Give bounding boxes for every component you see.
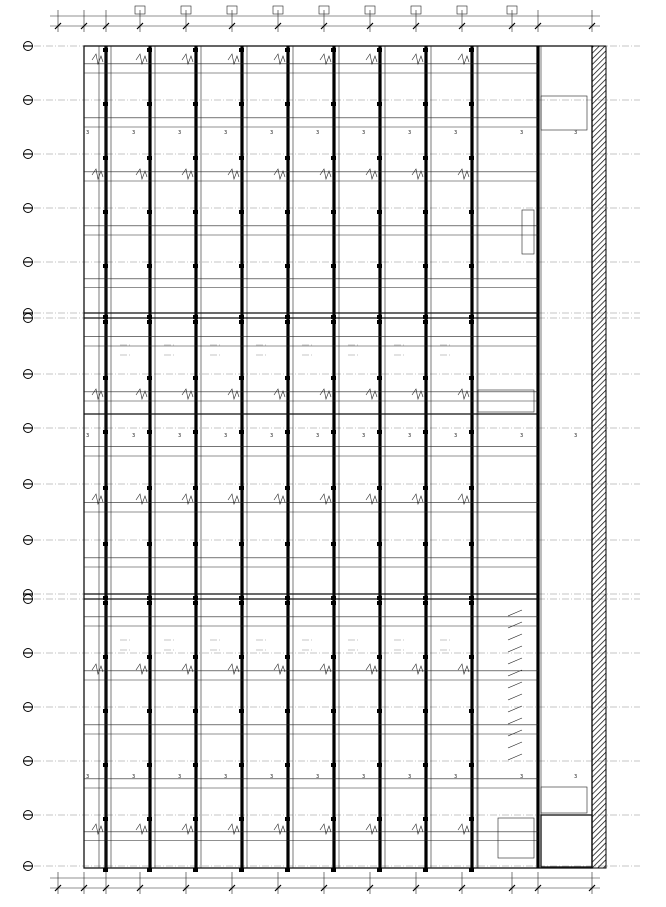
room-tag: 3 xyxy=(132,433,136,439)
column-marker xyxy=(193,376,198,380)
fixture-symbol xyxy=(136,824,147,834)
column-marker xyxy=(239,655,244,659)
room-tag: 3 xyxy=(178,433,182,439)
column-marker xyxy=(193,486,198,490)
column-marker xyxy=(469,48,474,52)
stair-tread xyxy=(508,658,522,664)
row-grid-bubbles xyxy=(23,42,33,871)
stair-enclosure xyxy=(498,818,534,858)
room-tag: 3 xyxy=(178,774,182,780)
column-marker xyxy=(103,655,108,659)
column-marker xyxy=(377,156,382,160)
room-tag: 3 xyxy=(454,774,458,780)
core-room xyxy=(541,96,587,130)
room-tag: 3 xyxy=(574,774,578,780)
fixture-symbol xyxy=(182,824,193,834)
column-marker xyxy=(285,601,290,605)
fixture-symbol xyxy=(412,389,423,399)
column-marker xyxy=(193,430,198,434)
column-marker xyxy=(423,264,428,268)
column-marker xyxy=(377,102,382,106)
stair-tread xyxy=(508,610,522,616)
column-marker xyxy=(239,430,244,434)
room-tag: 3 xyxy=(270,433,274,439)
fixture-symbol xyxy=(274,824,285,834)
room-tag: 3 xyxy=(86,774,90,780)
column-marker xyxy=(147,210,152,214)
column-marker xyxy=(147,601,152,605)
column-marker xyxy=(239,601,244,605)
column-marker xyxy=(285,315,290,319)
room-tag: 3 xyxy=(86,130,90,136)
column-marker xyxy=(147,156,152,160)
column-marker xyxy=(193,156,198,160)
column-marker xyxy=(103,709,108,713)
column-marker xyxy=(469,596,474,600)
column-marker xyxy=(239,763,244,767)
column-marker xyxy=(147,709,152,713)
column-marker xyxy=(239,210,244,214)
stair-tread xyxy=(508,730,522,736)
room-tag: 3 xyxy=(408,130,412,136)
column-marker xyxy=(103,315,108,319)
fixture-symbol xyxy=(366,169,377,179)
column-marker xyxy=(331,655,336,659)
column-marker xyxy=(377,542,382,546)
fixture-symbol xyxy=(182,54,193,64)
column-marker xyxy=(193,601,198,605)
column-marker xyxy=(469,763,474,767)
fixture-symbol xyxy=(92,664,103,674)
fixture-symbol xyxy=(458,824,469,834)
fixture-symbol xyxy=(412,54,423,64)
room-tag: 3 xyxy=(178,130,182,136)
column-marker xyxy=(331,542,336,546)
column-marker xyxy=(103,601,108,605)
room-tag: 3 xyxy=(454,433,458,439)
fixture-symbol xyxy=(136,389,147,399)
fixture-symbol xyxy=(366,824,377,834)
column-marker xyxy=(239,156,244,160)
room-tag: 3 xyxy=(408,774,412,780)
column-marker xyxy=(377,709,382,713)
room-tag: 3 xyxy=(132,130,136,136)
fixture-symbol xyxy=(320,824,331,834)
column-marker xyxy=(469,542,474,546)
stair-tread xyxy=(508,646,522,652)
column-marker xyxy=(239,709,244,713)
room-tag: 3 xyxy=(520,774,524,780)
column-marker xyxy=(193,48,198,52)
column-marker xyxy=(193,709,198,713)
column-marker xyxy=(331,868,336,872)
column-marker xyxy=(469,102,474,106)
column-marker xyxy=(193,102,198,106)
column-marker xyxy=(423,596,428,600)
column-marker xyxy=(147,655,152,659)
room-tag: 3 xyxy=(362,774,366,780)
column-marker xyxy=(285,542,290,546)
column-marker xyxy=(147,486,152,490)
fixture-symbol xyxy=(412,169,423,179)
column-marker xyxy=(239,542,244,546)
column-marker xyxy=(423,763,428,767)
column-marker xyxy=(377,320,382,324)
column-marker xyxy=(193,817,198,821)
column-marker xyxy=(193,320,198,324)
column-marker xyxy=(423,48,428,52)
fixture-symbol xyxy=(274,664,285,674)
shaft xyxy=(522,210,534,254)
column-marker xyxy=(331,320,336,324)
column-marker xyxy=(377,655,382,659)
column-marker xyxy=(331,486,336,490)
column-marker xyxy=(331,315,336,319)
fixture-symbol xyxy=(182,664,193,674)
stair-tread xyxy=(508,634,522,640)
column-marker xyxy=(239,320,244,324)
column-marker xyxy=(103,210,108,214)
column-marker xyxy=(103,868,108,872)
column-marker xyxy=(193,542,198,546)
column-marker xyxy=(377,868,382,872)
column-marker xyxy=(103,817,108,821)
column-marker xyxy=(331,210,336,214)
fixture-symbol xyxy=(274,169,285,179)
column-marker xyxy=(423,320,428,324)
column-marker xyxy=(103,48,108,52)
fixture-symbol xyxy=(320,169,331,179)
column-marker xyxy=(193,596,198,600)
room-tag: 3 xyxy=(316,774,320,780)
fixture-symbol xyxy=(92,824,103,834)
column-marker xyxy=(331,430,336,434)
fixture-symbol xyxy=(366,389,377,399)
column-marker xyxy=(103,542,108,546)
column-marker xyxy=(331,48,336,52)
column-marker xyxy=(103,320,108,324)
column-marker xyxy=(103,763,108,767)
fixture-symbol xyxy=(92,389,103,399)
stair-tread xyxy=(508,754,522,760)
column-marker xyxy=(469,156,474,160)
column-marker xyxy=(285,102,290,106)
column-marker xyxy=(103,156,108,160)
room-tag: 3 xyxy=(574,433,578,439)
column-marker xyxy=(103,264,108,268)
column-marker xyxy=(469,315,474,319)
column-marker xyxy=(239,264,244,268)
column-marker xyxy=(377,596,382,600)
fixture-symbol xyxy=(366,54,377,64)
fixture-symbol xyxy=(320,389,331,399)
column-marker xyxy=(239,817,244,821)
room-tag: 3 xyxy=(520,130,524,136)
column-marker xyxy=(469,655,474,659)
room-tag: 3 xyxy=(316,433,320,439)
room-tag: 3 xyxy=(270,130,274,136)
column-marker xyxy=(423,430,428,434)
column-marker xyxy=(285,264,290,268)
column-marker xyxy=(331,601,336,605)
stair-tread xyxy=(508,622,522,628)
column-marker xyxy=(377,264,382,268)
column-marker xyxy=(147,315,152,319)
column-marker xyxy=(377,48,382,52)
fixture-symbol xyxy=(458,54,469,64)
column-marker xyxy=(193,210,198,214)
hatched-wall xyxy=(592,46,606,868)
fixture-symbol xyxy=(458,389,469,399)
room-tag: 3 xyxy=(362,130,366,136)
room-tag: 3 xyxy=(86,433,90,439)
fixture-symbol xyxy=(366,664,377,674)
column-marker xyxy=(285,320,290,324)
column-marker xyxy=(285,210,290,214)
column-marker xyxy=(331,817,336,821)
column-marker xyxy=(469,320,474,324)
column-marker xyxy=(377,486,382,490)
column-marker xyxy=(239,315,244,319)
core-room xyxy=(541,787,587,813)
column-marker xyxy=(331,596,336,600)
room-tag: 3 xyxy=(574,130,578,136)
column-marker xyxy=(377,763,382,767)
fixture-symbol xyxy=(228,664,239,674)
column-marker xyxy=(103,430,108,434)
column-marker xyxy=(377,601,382,605)
fixture-symbol xyxy=(274,54,285,64)
structural-walls xyxy=(84,46,606,868)
fixture-symbol xyxy=(182,389,193,399)
column-marker xyxy=(193,655,198,659)
fixture-symbol xyxy=(228,389,239,399)
column-marker xyxy=(469,601,474,605)
fixture-symbol xyxy=(92,54,103,64)
column-marker xyxy=(285,486,290,490)
column-marker xyxy=(331,156,336,160)
column-marker xyxy=(377,430,382,434)
fixture-symbol xyxy=(228,54,239,64)
column-marker xyxy=(377,210,382,214)
column-marker xyxy=(103,486,108,490)
column-marker xyxy=(423,601,428,605)
column-marker xyxy=(147,542,152,546)
column-marker xyxy=(423,709,428,713)
column-marker xyxy=(239,102,244,106)
column-marker xyxy=(147,320,152,324)
fixture-symbol xyxy=(136,664,147,674)
column-marker xyxy=(103,596,108,600)
column-marker xyxy=(423,376,428,380)
column-marker xyxy=(377,376,382,380)
column-marker xyxy=(147,430,152,434)
column-marker xyxy=(147,817,152,821)
column-marker xyxy=(423,315,428,319)
column-marker xyxy=(423,817,428,821)
fixture-symbol xyxy=(92,169,103,179)
column-marker xyxy=(469,868,474,872)
column-marker xyxy=(285,868,290,872)
column-marker xyxy=(423,210,428,214)
column-marker xyxy=(147,596,152,600)
room-tag: 3 xyxy=(316,130,320,136)
fixture-symbol xyxy=(136,169,147,179)
column-marker xyxy=(423,156,428,160)
column-marker xyxy=(239,596,244,600)
stair-tread xyxy=(508,694,522,700)
column-marker xyxy=(285,763,290,767)
column-marker xyxy=(239,376,244,380)
column-marker xyxy=(377,817,382,821)
column-marker xyxy=(331,264,336,268)
column-marker xyxy=(469,264,474,268)
column-marker xyxy=(193,315,198,319)
column-marker xyxy=(285,596,290,600)
column-marker xyxy=(423,486,428,490)
column-marker xyxy=(193,868,198,872)
fixture-symbol xyxy=(136,54,147,64)
column-marker xyxy=(285,817,290,821)
column-marker xyxy=(285,430,290,434)
room-tag: 3 xyxy=(454,130,458,136)
column-marker xyxy=(423,868,428,872)
room-tag: 3 xyxy=(408,433,412,439)
column-marker xyxy=(423,102,428,106)
room-tag: 3 xyxy=(224,774,228,780)
fixture-symbol xyxy=(228,169,239,179)
stair-tread xyxy=(508,718,522,724)
column-marker xyxy=(469,709,474,713)
fixture-symbol xyxy=(458,169,469,179)
column-marker xyxy=(239,486,244,490)
column-marker xyxy=(193,264,198,268)
room-tag: 3 xyxy=(362,433,366,439)
fixture-symbol xyxy=(412,664,423,674)
column-marker xyxy=(331,102,336,106)
column-marker xyxy=(469,817,474,821)
column-marker xyxy=(331,763,336,767)
column-marker xyxy=(193,763,198,767)
fixture-symbol xyxy=(320,54,331,64)
fixture-symbol xyxy=(412,824,423,834)
fixture-symbol xyxy=(228,824,239,834)
column-marker xyxy=(469,486,474,490)
column-marker xyxy=(285,709,290,713)
room-tag: 3 xyxy=(270,774,274,780)
column-marker xyxy=(469,376,474,380)
column-marker xyxy=(285,156,290,160)
room-tag: 3 xyxy=(224,433,228,439)
column-marker xyxy=(147,264,152,268)
plan-details xyxy=(84,48,592,872)
room-tag: 3 xyxy=(224,130,228,136)
column-marker xyxy=(147,376,152,380)
column-marker xyxy=(147,102,152,106)
elevator-shaft xyxy=(541,815,592,867)
column-marker xyxy=(147,48,152,52)
fixture-symbol xyxy=(274,389,285,399)
column-marker xyxy=(147,868,152,872)
room-tag: 3 xyxy=(132,774,136,780)
column-marker xyxy=(331,709,336,713)
column-marker xyxy=(285,376,290,380)
stair-tread xyxy=(508,682,522,688)
fixture-symbol xyxy=(182,169,193,179)
room-tag: 3 xyxy=(520,433,524,439)
column-marker xyxy=(469,210,474,214)
column-marker xyxy=(147,763,152,767)
column-marker xyxy=(469,430,474,434)
column-marker xyxy=(331,376,336,380)
column-marker xyxy=(423,655,428,659)
column-marker xyxy=(239,48,244,52)
column-marker xyxy=(285,655,290,659)
column-marker xyxy=(103,102,108,106)
column-marker xyxy=(377,315,382,319)
fixture-symbol xyxy=(320,664,331,674)
fixture-symbol xyxy=(458,664,469,674)
column-marker xyxy=(239,868,244,872)
column-marker xyxy=(103,376,108,380)
column-marker xyxy=(423,542,428,546)
stair-tread xyxy=(508,742,522,748)
column-marker xyxy=(285,48,290,52)
